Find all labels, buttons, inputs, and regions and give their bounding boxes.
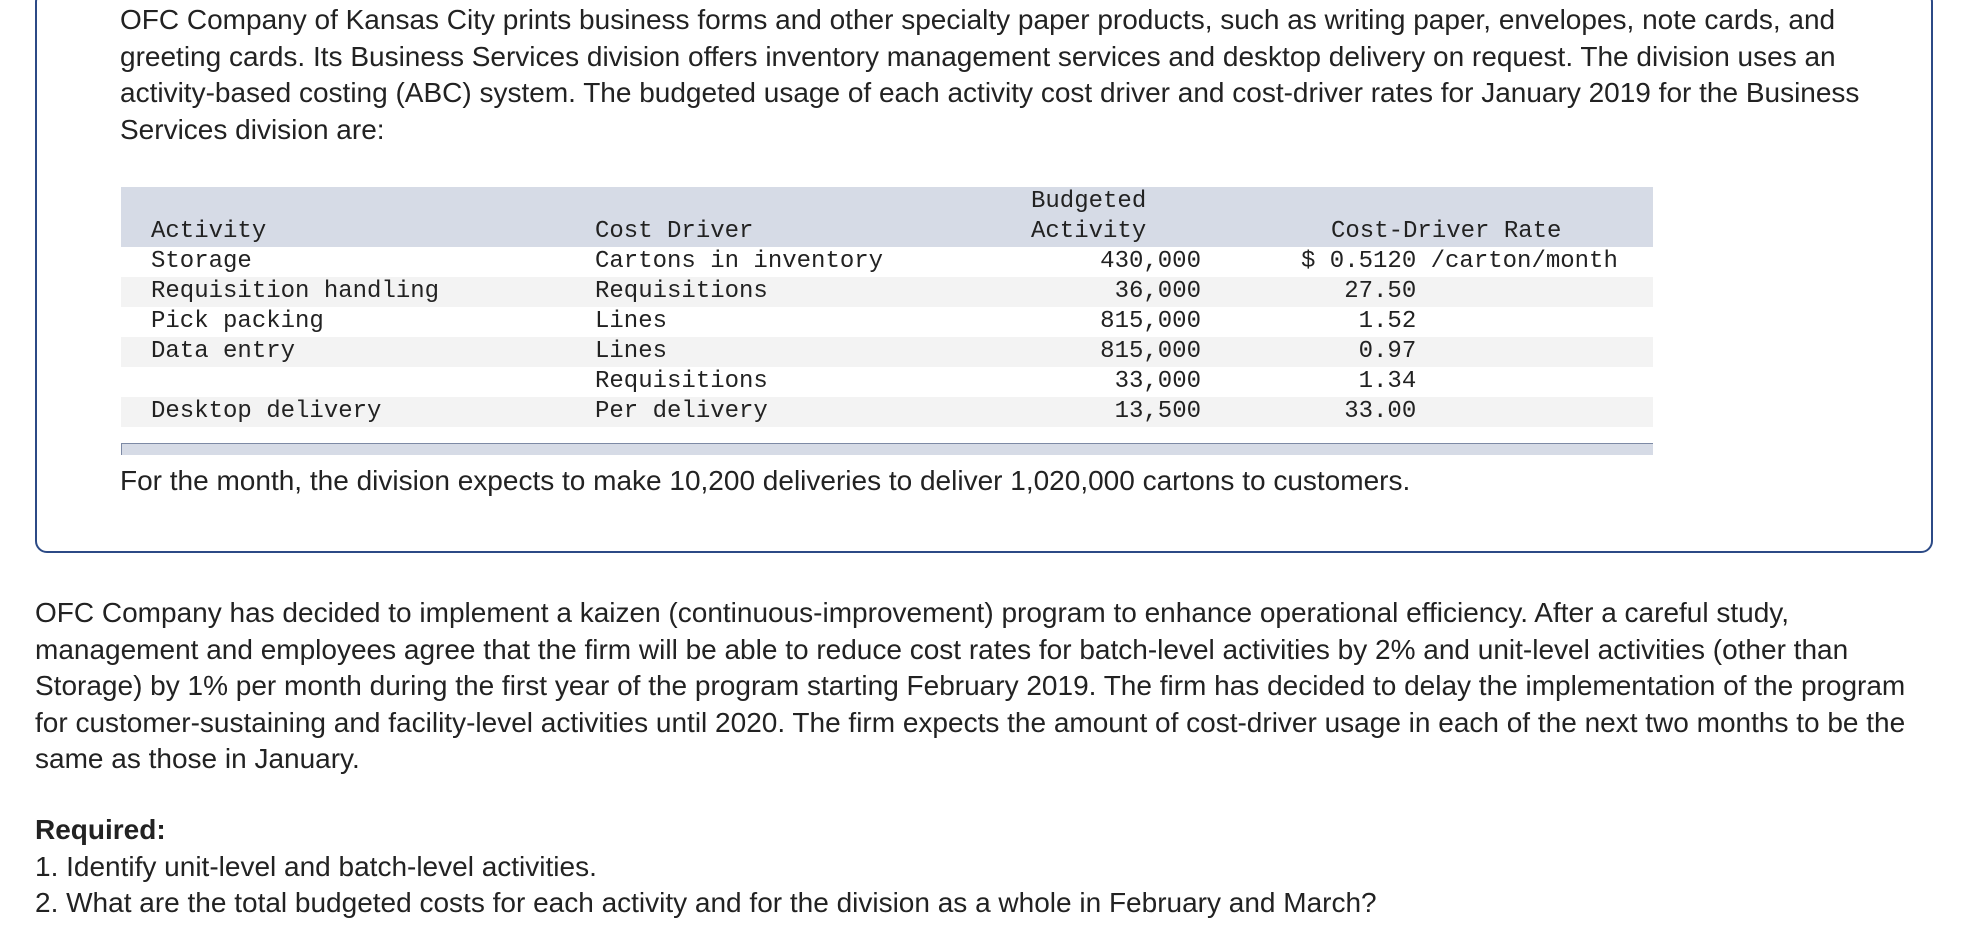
- cell-activity: Data entry: [151, 338, 296, 365]
- header-budgeted-line1: Budgeted: [1031, 188, 1147, 215]
- cell-budgeted: 815,000: [1100, 308, 1201, 335]
- cell-cost-driver: Cartons in inventory: [595, 248, 884, 275]
- header-cost-driver: Cost Driver: [595, 218, 754, 245]
- kaizen-paragraph: OFC Company has decided to implement a kaizen (continuous-improvement) program to enhance operational efficiency. After a careful study, management and employees agree that the firm will be able to reduce cost rates for batch-level activities by 2% and unit-level activities (other than Storage) by 1% per month during the first year of the program starting February 2019. The firm has decided to delay the implementation of the program for customer-sustaining and facility-level activities until 2020. The firm expects the amount of cost-driver usage in each of the next two months to be the same as those in January.: [35, 597, 1906, 774]
- cell-activity: [121, 367, 595, 397]
- header-activity: Activity: [151, 218, 267, 245]
- cell-cost-driver: Requisitions: [595, 278, 768, 305]
- cell-activity: Requisition handling: [151, 278, 440, 305]
- required-item-2: 2. What are the total budgeted costs for each activity and for the division as a whole in February and March?: [35, 887, 1377, 918]
- table-row: [121, 337, 1653, 367]
- header-cost-driver-rate: Cost-Driver Rate: [1331, 218, 1562, 245]
- table-row: [121, 277, 1653, 307]
- cell-cost-driver: Lines: [595, 338, 668, 365]
- table-footer-bar: [121, 443, 1653, 455]
- intro-paragraph: OFC Company of Kansas City prints business forms and other specialty paper products, such as writing paper, envelopes, note cards, and greeting cards. Its Business Services division offers inventory management services and desktop delivery on request. The division uses an activity-based costing (ABC) system. The budgeted usage of each activity cost driver and cost-driver rates for January 2019 for the Business Services division are:: [120, 4, 1860, 145]
- cell-budgeted: 36,000: [1114, 278, 1201, 305]
- cell-rate: 1.52: [1301, 308, 1417, 335]
- cell-budgeted: 13,500: [1114, 398, 1201, 425]
- cell-cost-driver: Lines: [595, 308, 668, 335]
- table-row: [121, 247, 1653, 277]
- cell-rate: 27.50: [1301, 278, 1417, 305]
- cell-cost-driver: Requisitions: [595, 368, 768, 395]
- required-heading: Required:: [35, 814, 166, 845]
- activity-cost-table: [121, 187, 1653, 427]
- cell-budgeted: 815,000: [1100, 338, 1201, 365]
- header-budgeted-line2: Activity: [1031, 218, 1147, 245]
- table-row: [121, 367, 1653, 397]
- table-row: [121, 397, 1653, 427]
- cell-rate: 0.97: [1301, 338, 1417, 365]
- cell-activity: Desktop delivery: [151, 398, 382, 425]
- cell-activity: Storage: [151, 248, 252, 275]
- cell-rate: 33.00: [1301, 398, 1417, 425]
- table-row: [121, 307, 1653, 337]
- required-item-1: 1. Identify unit-level and batch-level activities.: [35, 851, 597, 882]
- deliveries-note: For the month, the division expects to make 10,200 deliveries to deliver 1,020,000 cartons to customers.: [120, 465, 1411, 496]
- cell-budgeted: 33,000: [1114, 368, 1201, 395]
- table-header-row: [121, 187, 1653, 247]
- header-budgeted-activity: [983, 187, 1201, 247]
- cell-budgeted: 430,000: [1100, 248, 1201, 275]
- cell-rate: $ 0.5120 /carton/month: [1301, 248, 1618, 275]
- cell-activity: Pick packing: [151, 308, 324, 335]
- cell-cost-driver: Per delivery: [595, 398, 768, 425]
- cell-rate: 1.34: [1301, 368, 1417, 395]
